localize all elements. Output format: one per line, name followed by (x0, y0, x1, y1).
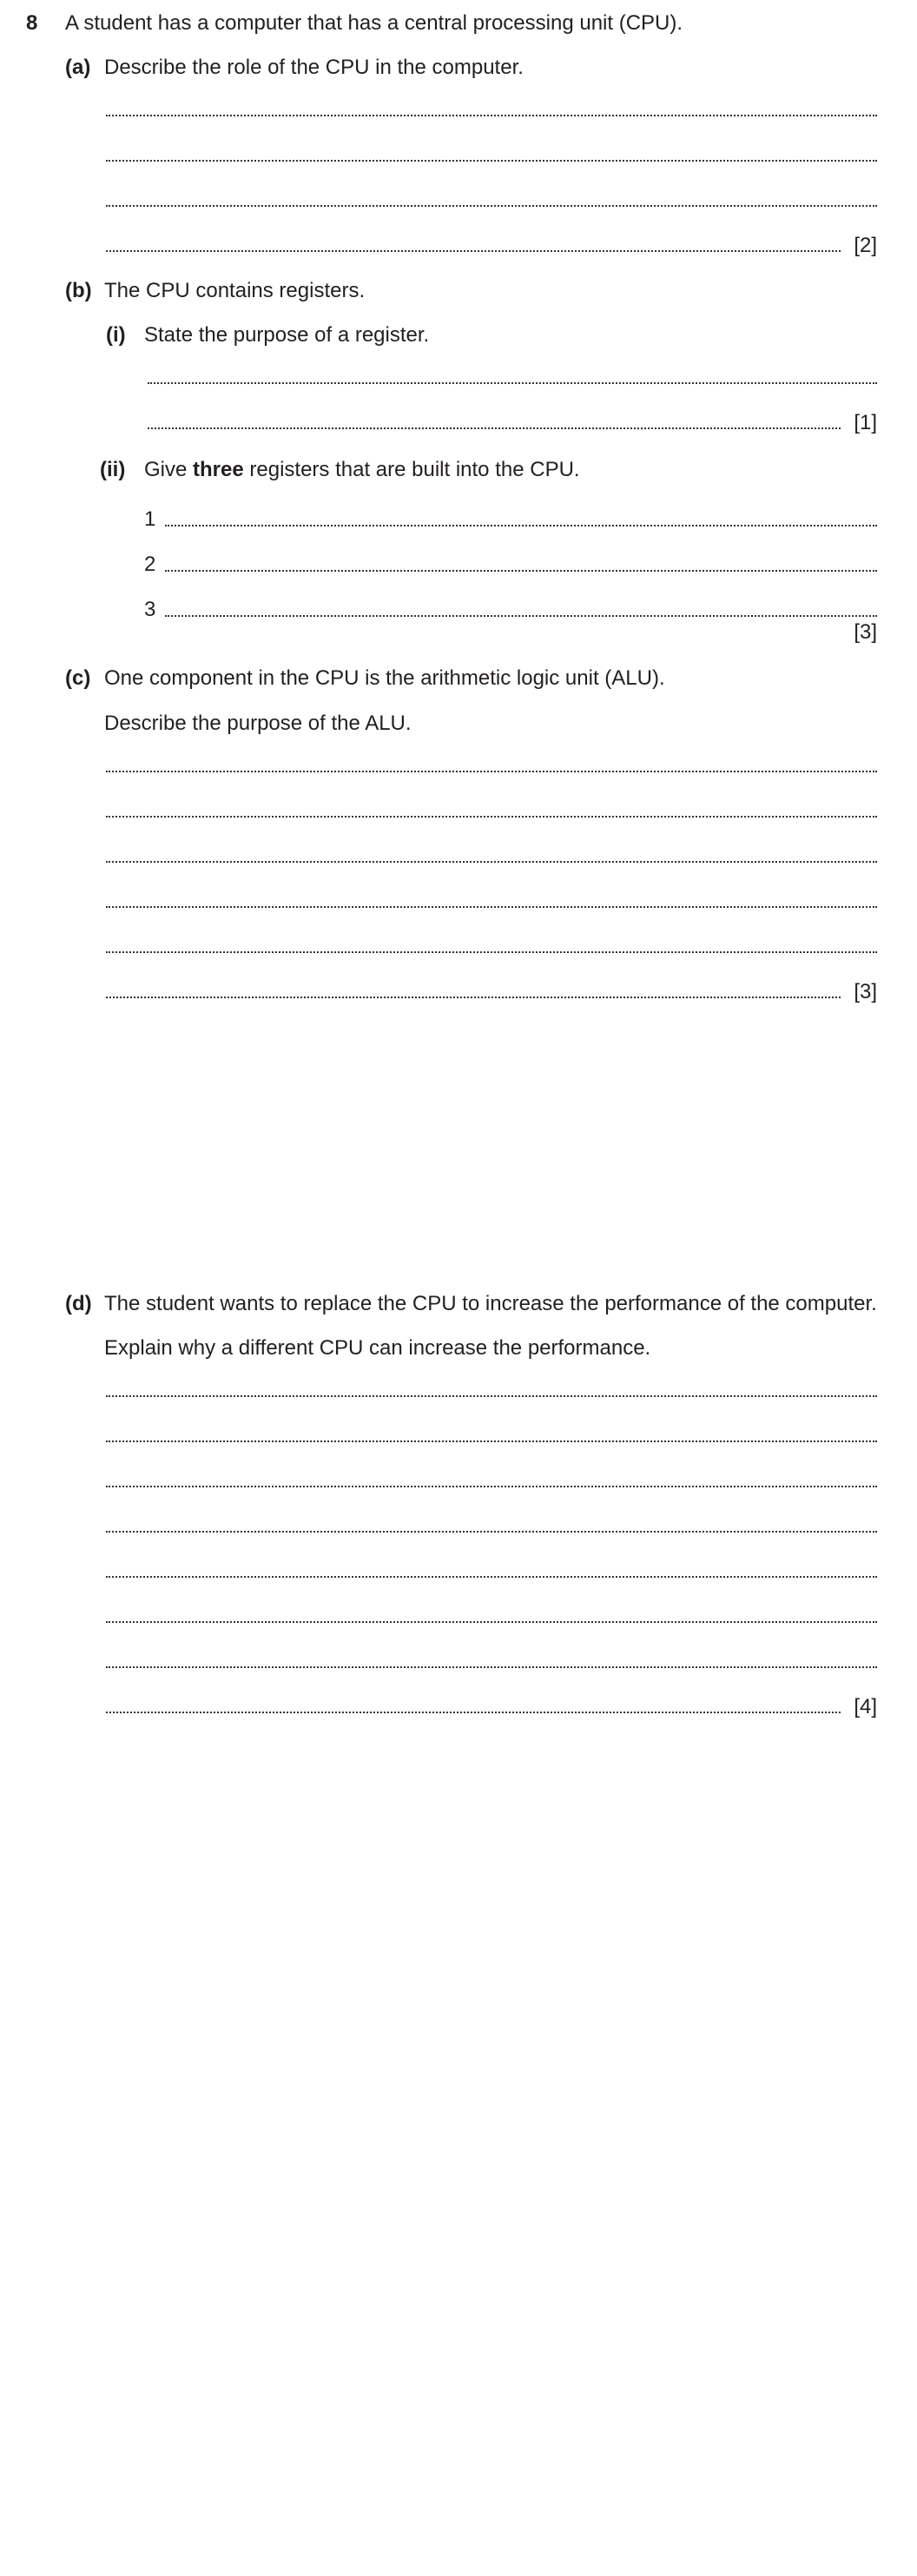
part-b-ii-question: Give three registers that are built into the CPU. (144, 458, 580, 481)
part-c-marks: [3] (854, 980, 877, 1003)
part-c-label: (c) (65, 666, 91, 690)
answer-line-b-ii-3[interactable] (165, 615, 877, 617)
part-a-marks: [2] (854, 234, 877, 257)
answer-line-d-6[interactable] (106, 1621, 877, 1623)
answer-line-d-7[interactable] (106, 1666, 877, 1668)
answer-line-a-2[interactable] (106, 160, 877, 162)
register-item-number: 3 (144, 598, 156, 621)
answer-line-b-i-1[interactable] (148, 382, 877, 384)
answer-line-c-3[interactable] (106, 861, 877, 863)
part-d-prompt: Explain why a different CPU can increase the performance. (104, 1336, 651, 1360)
answer-line-d-8[interactable] (106, 1712, 841, 1713)
register-item-number: 2 (144, 553, 156, 576)
register-item-number: 1 (144, 507, 156, 531)
part-c-prompt: Describe the purpose of the ALU. (104, 712, 412, 735)
part-b-i-question: State the purpose of a register. (144, 323, 430, 347)
part-b-ii-label: (ii) (100, 458, 126, 481)
answer-line-a-4[interactable] (106, 250, 841, 252)
answer-line-b-ii-1[interactable] (165, 525, 877, 526)
answer-line-c-6[interactable] (106, 997, 841, 998)
question-stem: A student has a computer that has a central processing unit (CPU). (65, 11, 683, 35)
answer-line-b-ii-2[interactable] (165, 570, 877, 572)
part-b-ii-marks: [3] (854, 620, 877, 644)
answer-line-d-1[interactable] (106, 1395, 877, 1397)
answer-line-a-1[interactable] (106, 115, 877, 116)
answer-line-c-4[interactable] (106, 906, 877, 908)
answer-line-d-5[interactable] (106, 1576, 877, 1578)
part-d-question: The student wants to replace the CPU to increase the performance of the computer. (104, 1292, 877, 1315)
part-d-label: (d) (65, 1292, 92, 1315)
answer-line-d-2[interactable] (106, 1440, 877, 1442)
part-b-question: The CPU contains registers. (104, 279, 366, 302)
part-b-label: (b) (65, 279, 92, 302)
answer-line-d-4[interactable] (106, 1531, 877, 1533)
part-a-label: (a) (65, 56, 91, 79)
answer-line-c-5[interactable] (106, 951, 877, 953)
part-b-i-label: (i) (106, 323, 126, 347)
question-number: 8 (26, 11, 38, 35)
answer-line-c-2[interactable] (106, 816, 877, 818)
part-c-question: One component in the CPU is the arithmetic logic unit (ALU). (104, 666, 665, 690)
answer-line-b-i-2[interactable] (148, 427, 841, 429)
answer-line-d-3[interactable] (106, 1486, 877, 1487)
part-b-i-marks: [1] (854, 411, 877, 434)
answer-line-c-1[interactable] (106, 771, 877, 772)
part-d-marks: [4] (854, 1695, 877, 1718)
emphasis-three: three (193, 458, 244, 481)
part-a-question: Describe the role of the CPU in the computer. (104, 56, 524, 79)
answer-line-a-3[interactable] (106, 205, 877, 207)
